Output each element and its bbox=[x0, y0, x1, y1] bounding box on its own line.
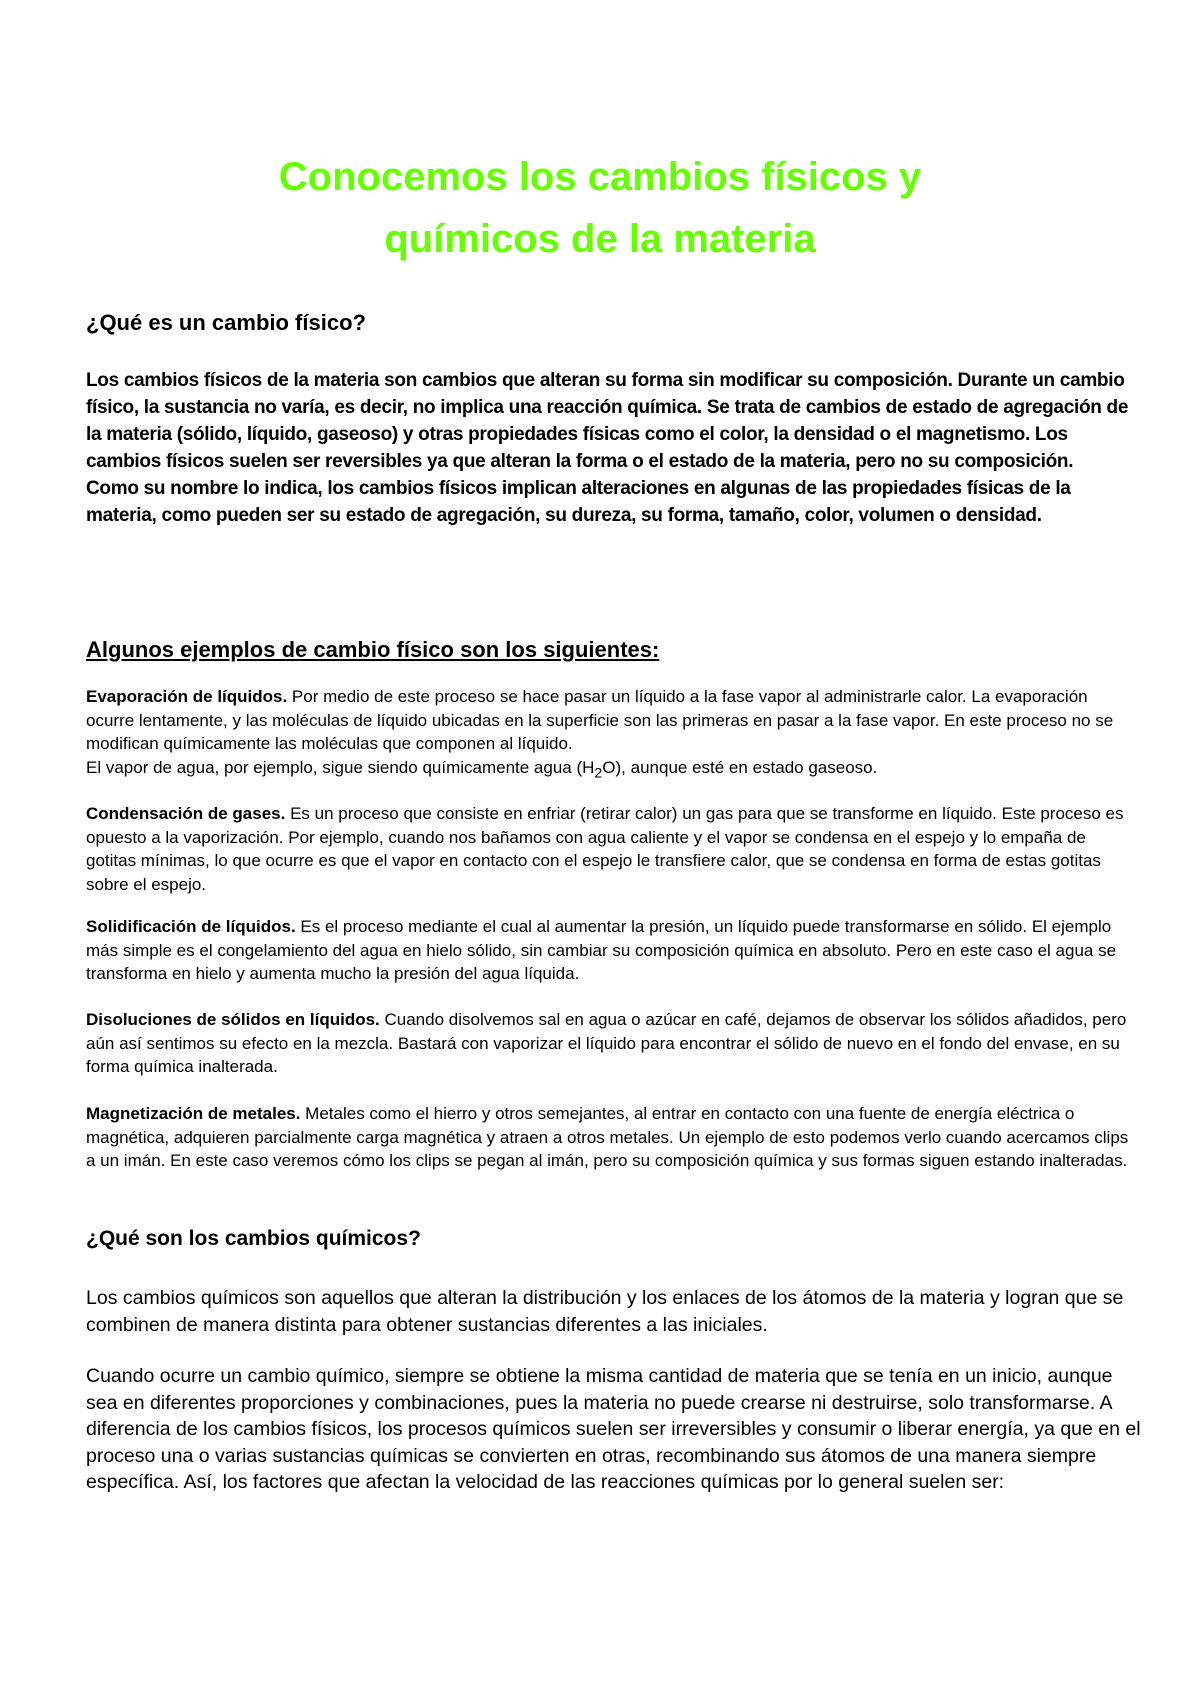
chemical-change-heading: ¿Qué son los cambios químicos? bbox=[86, 1227, 421, 1250]
example-condensation: Condensación de gases. Es un proceso que consiste en enfriar (retirar calor) un gas para que se transforme en líquido. Este proceso es opuesto a la vaporización. Por ejemplo, cuando nos bañamos con agua caliente y el vapor se condensa en el espejo y lo empaña de gotitas mínimas, lo que ocurre es que el vapor en contacto con el espejo le transfiere calor, que se condensa en forma de estas gotitas sobre el espejo. bbox=[86, 804, 1124, 894]
example-evaporation-text: Evaporación de líquidos. Por medio de este proceso se hace pasar un líquido a la fase vapor al administrarle calor. La evaporación ocurre lentamente, y las moléculas de líquido ubicadas en la superficie son las primeras en pasar a la fase vapor. En este proceso no se modifican químicamente las moléculas que componen al líquido. bbox=[86, 687, 1114, 753]
example-evaporation-text-2: El vapor de agua, por ejemplo, sigue siendo químicamente agua $(H_2O)$, aunque esté en estado gaseoso. bbox=[86, 757, 878, 781]
example-evaporation bbox=[86, 685, 1136, 785]
chemical-change-paragraph-1: Los cambios químicos son aquellos que alteran la distribución y los enlaces de los átomos de la materia y logran que se combinen de manera distinta para obtener sustancias diferentes a las iniciales. bbox=[86, 1287, 1124, 1336]
examples-heading: Algunos ejemplos de cambio físico son los siguientes: bbox=[86, 637, 660, 662]
example-evaporation-term: Evaporación de líquidos. bbox=[86, 687, 288, 706]
example-magnetization-term: Magnetización de metales. bbox=[86, 1104, 301, 1123]
subscript: 2 bbox=[594, 764, 603, 781]
page-title bbox=[0, 146, 1200, 270]
example-dissolution-term: Disoluciones de sólidos en líquidos. bbox=[86, 1010, 380, 1029]
example-dissolution: Disoluciones de sólidos en líquidos. Cuando disolvemos sal en agua o azúcar en café, dejamos de observar los sólidos añadidos, pero aún así sentimos su efecto en la mezcla. Bastará con vaporizar el líquido para encontrar el sólido de nuevo en el fondo del envase, en su forma química inalterada. bbox=[86, 1010, 1127, 1076]
chemical-change-paragraph-2: Cuando ocurre un cambio químico, siempre se obtiene la misma cantidad de materia que se tenía en un inicio, aunque sea en diferentes proporciones y combinaciones, pues la materia no puede crearse ni destruirse, solo transformarse. A diferencia de los cambios físicos, los procesos químicos suelen ser irreversibles y consumir o liberar energía, ya que en el proceso una o varias sustancias químicas se convierten en otras, recombinando sus átomos de una manera siempre específica. Así, los factores que afectan la velocidad de las reacciones químicas por lo general suelen ser: bbox=[86, 1365, 1141, 1493]
page-title-line-2: químicos de la materia bbox=[384, 217, 816, 261]
example-solidification-term: Solidificación de líquidos. bbox=[86, 917, 296, 936]
page-title-line-1: Conocemos los cambios físicos y bbox=[278, 155, 922, 199]
physical-change-paragraph-1: Los cambios físicos de la materia son cambios que alteran su forma sin modificar su composición. Durante un cambio físico, la sustancia no varía, es decir, no implica una reacción química. Se trata de cambios de estado de agregación de la materia (sólido, líquido, gaseoso) y otras propiedades físicas como el color, la densidad o el magnetismo. Los cambios físicos suelen ser reversibles ya que alteran la forma o el estado de la materia, pero no su composición. bbox=[86, 370, 1129, 472]
example-solidification: Solidificación de líquidos. Es el proceso mediante el cual al aumentar la presión, un líquido puede transformarse en sólido. El ejemplo más simple es el congelamiento del agua en hielo sólido, sin cambiar su composición química en absoluto. Pero en este caso el agua se transforma en hielo y aumenta mucho la presión del agua líquida. bbox=[86, 917, 1117, 983]
example-condensation-term: Condensación de gases. bbox=[86, 804, 286, 823]
physical-change-intro bbox=[86, 367, 1136, 529]
physical-change-heading: ¿Qué es un cambio físico? bbox=[86, 310, 366, 335]
physical-change-paragraph-2: Como su nombre lo indica, los cambios físicos implican alteraciones en algunas de las propiedades físicas de la materia, como pueden ser su estado de agregación, su dureza, su forma, tamaño, color, volumen o densidad. bbox=[86, 478, 1071, 526]
example-magnetization: Magnetización de metales. Metales como el hierro y otros semejantes, al entrar en contacto con una fuente de energía eléctrica o magnética, adquieren parcialmente carga magnética y atraen a otros metales. Un ejemplo de esto podemos verlo cuando acercamos clips a un imán. En este caso veremos cómo los clips se pegan al imán, pero su composición química y sus formas siguen estando inalteradas. bbox=[86, 1104, 1129, 1170]
